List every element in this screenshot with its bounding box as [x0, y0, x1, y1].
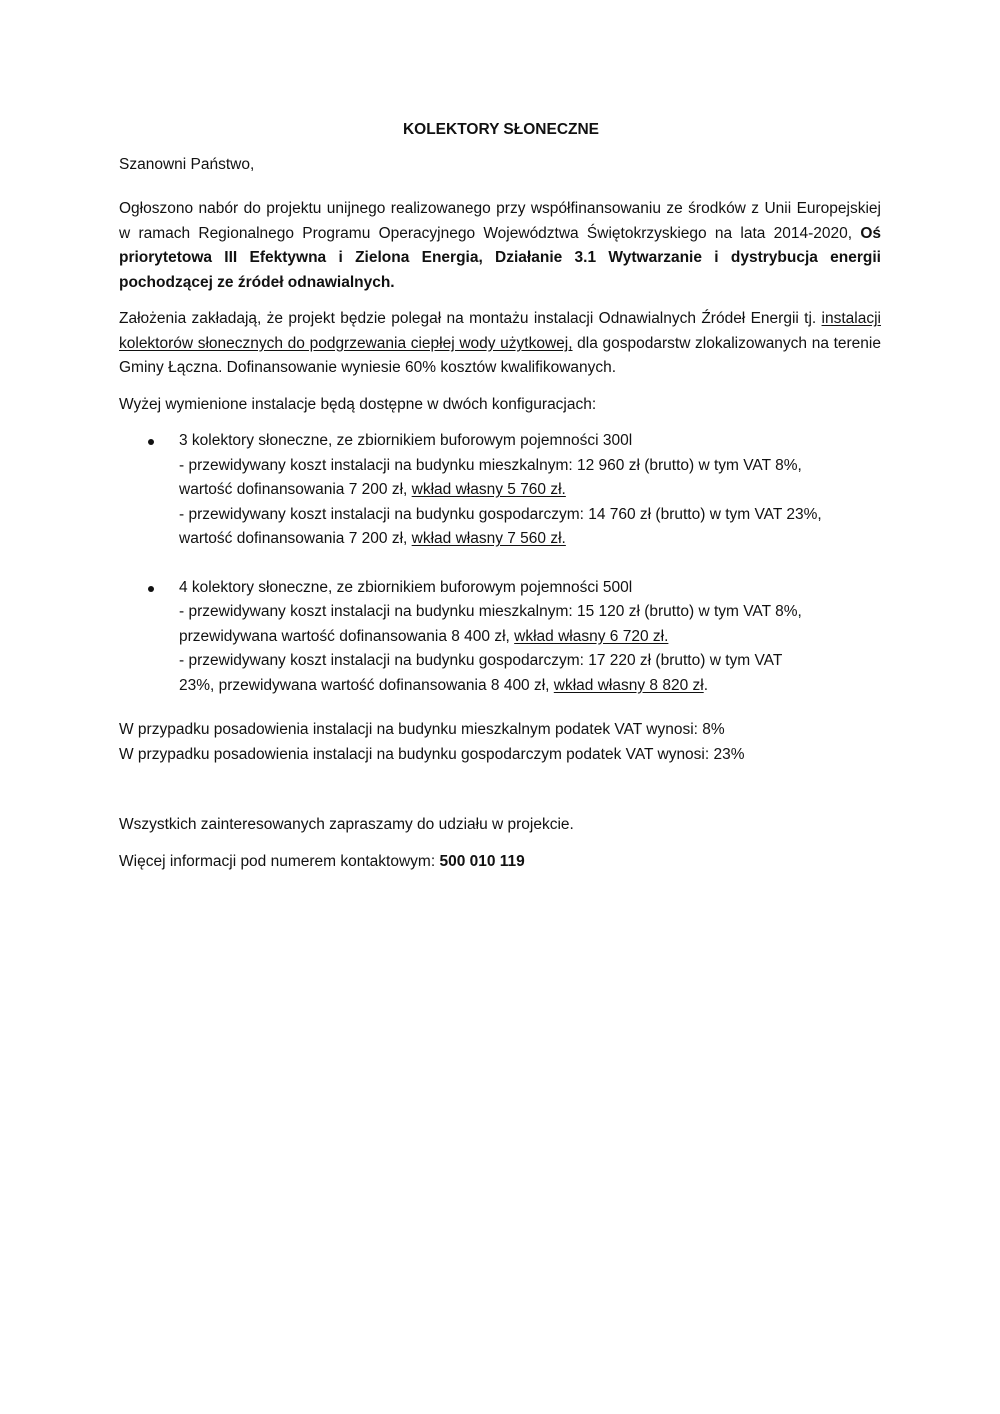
bullet-icon [148, 439, 154, 445]
intro-paragraph [119, 197, 881, 295]
configs-list [119, 429, 881, 698]
document-title: KOLEKTORY SŁONECZNE [402, 121, 600, 138]
funding-text: wartość dofinansowania 7 200 zł, [179, 481, 412, 498]
intro-text: Ogłoszono nabór do projektu unijnego realizowanego przy współfinansowaniu ze środków z Unii Europejskiej w ramach Regionalnego Programu Operacyjnego Województwa Świętokrzyskiego na lata 2014-2020, [119, 200, 881, 242]
funding-text: 23%, przewidywana wartość dofinansowania 8 400 zł, [179, 676, 554, 694]
config-residential-cost: - przewidywany koszt instalacji na budynku mieszkalnym: 12 960 zł (brutto) w tym VAT 8%, [179, 456, 802, 474]
config-residential-cost: - przewidywany koszt instalacji na budynku mieszkalnym: 15 120 zł (brutto) w tym VAT 8%, [179, 603, 802, 620]
funding-text: przewidywana wartość dofinansowania 8 400 zł, [179, 627, 515, 645]
invitation: Wszystkich zainteresowanych zapraszamy do udziału w projekcie. [119, 816, 574, 833]
period: . [703, 676, 709, 694]
config-heading: 4 kolektory słoneczne, ze zbiornikiem buforowym pojemności 500l [179, 578, 633, 596]
config-farm-cost: - przewidywany koszt instalacji na budynku gospodarczym: 17 220 zł (brutto) w tym VAT [179, 652, 783, 669]
spacer [119, 767, 881, 813]
own-contribution: wkład własny 8 820 zł [553, 676, 704, 694]
config-farm-funding [179, 674, 881, 699]
vat-farm: W przypadku posadowienia instalacji na budynku gospodarczym podatek VAT wynosi: 23% [119, 745, 745, 763]
intro-program-priority: Oś priorytetowa III Efektywna i Zielona Energia, Działanie 3.1 Wytwarzanie i dystrybucja energii pochodzącej ze źródeł odnawialnych. [119, 224, 881, 291]
config-farm-cost: - przewidywany koszt instalacji na budynku gospodarczym: 14 760 zł (brutto) w tym VAT 23%, [179, 505, 822, 523]
vat-residential: W przypadku posadowienia instalacji na budynku mieszkalnym podatek VAT wynosi: 8% [119, 721, 725, 738]
bullet-icon [148, 586, 154, 592]
document-page [119, 118, 881, 886]
contact-label: Więcej informacji pod numerem kontaktowym: [119, 852, 440, 870]
own-contribution: wkład własny 6 720 zł. [514, 627, 669, 645]
config-heading: 3 kolektory słoneczne, ze zbiornikiem buforowym pojemności 300l [179, 432, 633, 449]
own-contribution: wkład własny 7 560 zł. [411, 530, 566, 547]
config-residential-funding [179, 625, 881, 650]
assumptions-underlined: instalacji kolektorów słonecznych do podgrzewania ciepłej wody użytkowej, [119, 310, 881, 352]
config-item [119, 429, 881, 552]
vat-info [119, 718, 881, 767]
assumptions-paragraph [119, 307, 881, 381]
configs-intro: Wyżej wymienione instalacje będą dostępne w dwóch konfiguracjach: [119, 395, 597, 413]
config-item [119, 576, 881, 699]
contact-line [119, 850, 881, 875]
funding-text: wartość dofinansowania 7 200 zł, [179, 530, 412, 547]
config-residential-funding [179, 478, 881, 503]
own-contribution: wkład własny 5 760 zł. [411, 481, 566, 498]
config-farm-funding [179, 527, 881, 552]
contact-phone: 500 010 119 [439, 852, 525, 870]
assumptions-post: dla gospodarstw zlokalizowanych na terenie Gminy Łączna. Dofinansowanie wyniesie 60% kosztów kwalifikowanych. [119, 334, 881, 376]
greeting: Szanowni Państwo, [119, 155, 255, 173]
assumptions-pre: Założenia zakładają, że projekt będzie polegał na montażu instalacji Odnawialnych Źródeł Energii tj. [119, 310, 822, 327]
